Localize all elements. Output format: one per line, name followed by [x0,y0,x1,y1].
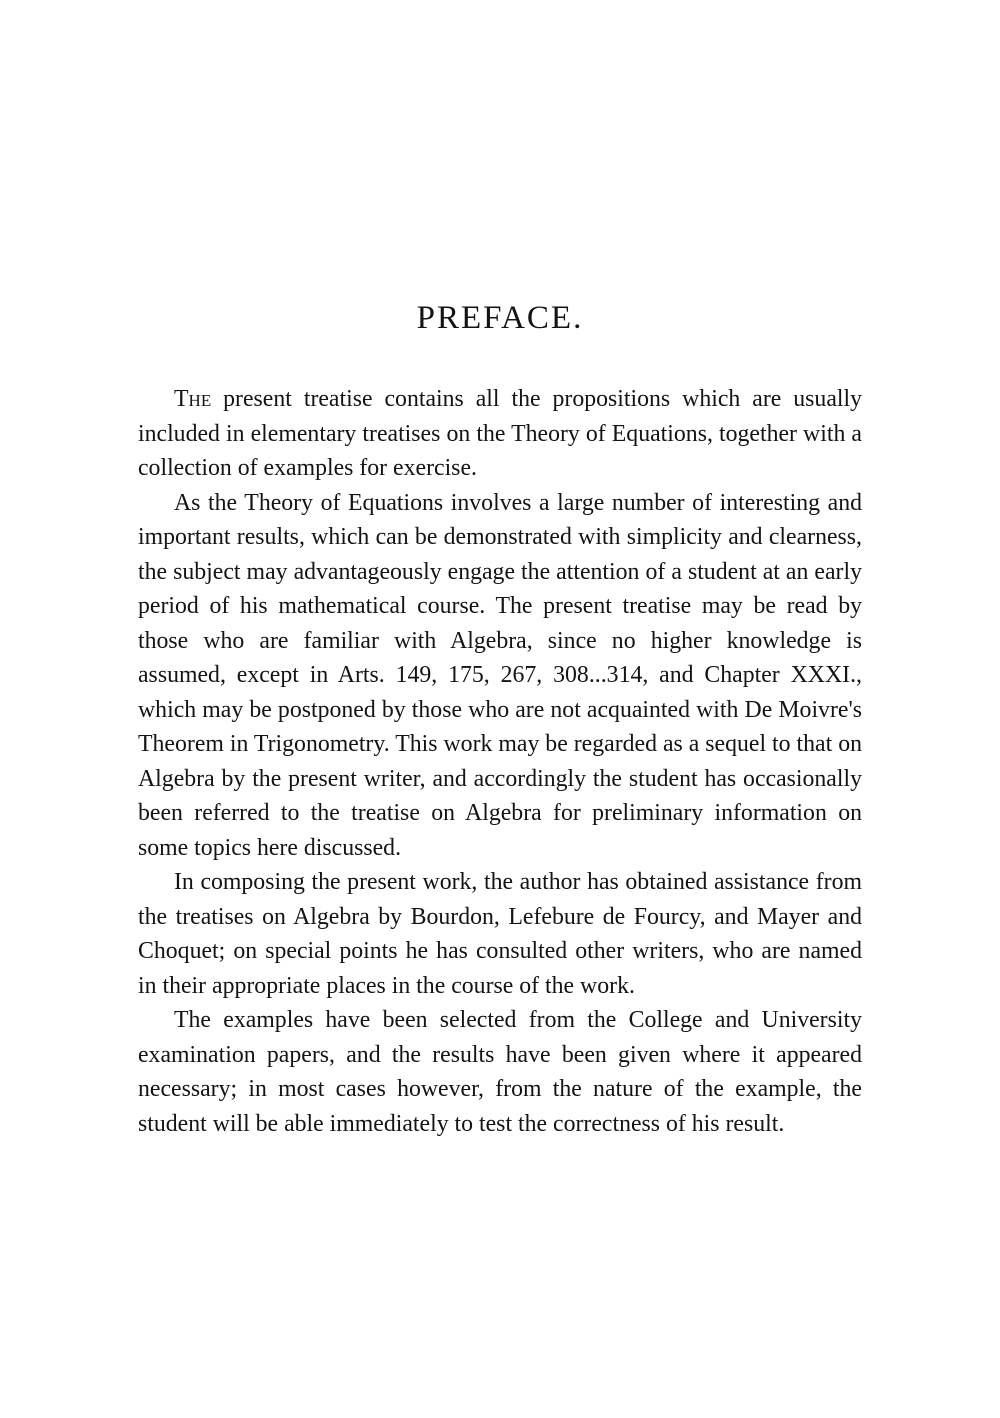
preface-body [138,382,862,1141]
paragraph-4 [138,1003,862,1141]
paragraph-2 [138,486,862,866]
chapter-reference: XXXI [790,662,851,688]
paragraph-text: The examples have been selected from the College and University examination papers, and the results have been given where it appeared necessary; in most cases however, from the nature of the example, the student will be able immediately to test the correctness of his result. [138,1007,862,1137]
page-title: PREFACE. [416,300,584,336]
paragraph-text: present treatise contains all the propositions which are usually included in elementary treatises on the Theory of Equations, together with a collection of examples for exercise. [138,386,862,481]
paragraph-text-continued: ., which may be postponed by those who are not acquainted with De Moivre's Theorem in Trigonometry. This work may be regarded as a sequel to that on Algebra by the present writer, and accordingly the student has occasionally been referred to the treatise on Algebra for preliminary information on some topics here discussed. [138,662,862,861]
paragraph-text: As the Theory of Equations involves a large number of interesting and important results, which can be demonstrated with simplicity and clearness, the subject may advantageously engage the attention of a student at an early period of his mathematical course. The present treatise may be read by those who are familiar with Algebra, since no higher knowledge is assumed, except in Arts. 149, 175, 267, 308...314, and Chapter [138,489,862,688]
paragraph-3 [138,865,862,1003]
paragraph-text: In composing the present work, the author has obtained assistance from the treatises on Algebra by Bourdon, Lefebure de Fourcy, and Mayer and Choquet; on special points he has consulted other writers, who are named in their appropriate places in the course of the work. [138,869,862,999]
paragraph-lead-word: The [174,386,212,412]
paragraph-1 [138,382,862,486]
